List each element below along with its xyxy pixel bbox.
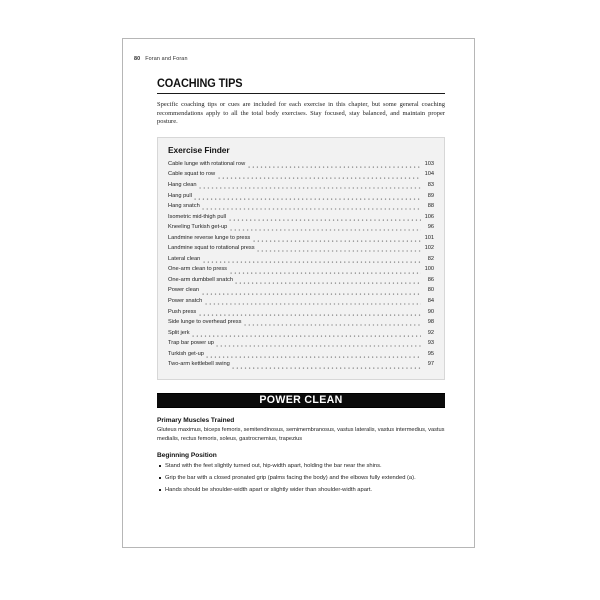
dot-leader [201,204,421,211]
beginning-position-heading: Beginning Position [157,451,217,459]
page-folio-number: 80 [134,56,141,62]
beginning-position-bullet: Stand with the feet slightly turned out, hip-width apart, holding the bar near the shins. [157,462,445,470]
document-page [122,38,475,548]
dot-leader [256,246,421,253]
exercise-finder-entry-page: 95 [427,350,434,357]
dot-leader [247,162,421,169]
beginning-position-bullet: Grip the bar with a closed pronated grip (palms facing the body) and the elbows fully extended (a). [157,474,445,482]
exercise-finder-entry[interactable] [168,233,434,244]
exercise-finder-entry-name: One-arm clean to press [168,266,227,273]
dot-leader [231,362,421,369]
exercise-finder-entry-name: Trap bar power up [168,340,214,347]
exercise-finder-entry-name: Hang clean [168,181,197,188]
exercise-finder-entry-page: 86 [427,276,434,283]
exercise-finder-entry-name: Cable squat to row [168,171,216,178]
exercise-finder-entry-name: Landmine squat to rotational press [168,245,255,252]
exercise-finder-entry[interactable] [168,191,434,202]
exercise-finder-entry-page: 82 [427,255,434,262]
dot-leader [229,225,421,232]
dot-leader [202,257,421,264]
exercise-banner [157,393,445,408]
primary-muscles-heading: Primary Muscles Trained [157,416,235,424]
exercise-finder-entry-name: Lateral clean [168,255,201,262]
dot-leader [252,236,421,243]
exercise-finder-entry-name: Hang snatch [168,203,200,210]
exercise-finder-entry-page: 92 [427,329,434,336]
dot-leader [198,183,421,190]
dot-leader [215,341,421,348]
exercise-finder-entry[interactable] [168,285,434,296]
dot-leader [205,352,421,359]
exercise-finder-entry-page: 104 [424,171,434,178]
exercise-finder-entry-name: Side lunge to overhead press [168,319,242,326]
exercise-finder-entry-page: 90 [427,308,434,315]
exercise-finder-entry-page: 83 [427,181,434,188]
exercise-finder-entry-page: 93 [427,340,434,347]
exercise-finder-entry-page: 96 [427,224,434,231]
exercise-finder-entry[interactable] [168,328,434,339]
exercise-finder-box [157,137,445,380]
exercise-finder-entry-name: Power clean [168,287,200,294]
beginning-position-bullet: Hands should be shoulder-width apart or slightly wider than shoulder-width apart. [157,486,445,494]
exercise-finder-entry-name: Cable lunge with rotational row [168,160,246,167]
exercise-finder-entry[interactable] [168,275,434,286]
exercise-finder-entry[interactable] [168,296,434,307]
beginning-position-bullet-list [157,462,445,494]
dot-leader [201,288,421,295]
exercise-finder-entry[interactable] [168,169,434,180]
exercise-finder-entry-name: Hang pull [168,192,192,199]
exercise-finder-entry-page: 98 [427,319,434,326]
exercise-banner-title: POWER CLEAN [259,394,343,407]
exercise-finder-entry[interactable] [168,180,434,191]
section-heading-rule [157,93,445,95]
exercise-finder-entry-page: 88 [427,203,434,210]
exercise-finder-entry[interactable] [168,159,434,170]
exercise-finder-entry-page: 84 [427,297,434,304]
primary-muscles-body: Gluteus maximus, biceps femoris, semitendinosus, semimembranosus, vastus lateralis, vastus intermedius, vastus medialis, rectus femoris, soleus, gastrocnemius, trapezius [157,427,445,442]
exercise-finder-entry[interactable] [168,264,434,275]
exercise-finder-entry[interactable] [168,317,434,328]
exercise-finder-entry-page: 80 [427,287,434,294]
page-content-area [123,39,475,548]
exercise-finder-entry-page: 103 [424,160,434,167]
running-head [134,56,188,62]
intro-paragraph: Specific coaching tips or cues are included for each exercise in this chapter, but some general coaching recommendations apply to all the total body exercises. Stay focused, stay balanced, and maintain proper posture. [157,101,445,126]
exercise-finder-entry[interactable] [168,201,434,212]
exercise-finder-entry-page: 106 [424,213,434,220]
exercise-finder-entry-name: Turkish get-up [168,350,204,357]
exercise-finder-entry-page: 101 [424,234,434,241]
dot-leader [228,215,422,222]
dot-leader [193,194,421,201]
dot-leader [191,331,421,338]
exercise-finder-entry-name: Split jerk [168,329,190,336]
exercise-finder-entry-page: 89 [427,192,434,199]
exercise-finder-title: Exercise Finder [168,144,230,155]
exercise-finder-entry-name: Landmine reverse lunge to press [168,234,251,241]
exercise-finder-entry-name: Push press [168,308,197,315]
exercise-finder-entry[interactable] [168,212,434,223]
text-column [157,77,445,498]
exercise-finder-entry[interactable] [168,359,434,370]
exercise-finder-entry-page: 97 [427,361,434,368]
dot-leader [198,310,421,317]
exercise-finder-entry-name: Two-arm kettlebell swing [168,361,230,368]
running-head-authors: Foran and Foran [145,56,188,62]
exercise-finder-entry-page: 100 [424,266,434,273]
exercise-finder-entry[interactable] [168,254,434,265]
exercise-finder-entry[interactable] [168,222,434,233]
exercise-finder-entry[interactable] [168,349,434,360]
exercise-finder-entry-page: 102 [424,245,434,252]
exercise-finder-entry[interactable] [168,307,434,318]
dot-leader [217,172,421,179]
dot-leader [204,299,421,306]
exercise-finder-list [168,159,434,370]
exercise-finder-entry-name: Isometric mid-thigh pull [168,213,226,220]
section-heading: COACHING TIPS [157,76,243,90]
exercise-finder-entry-name: One-arm dumbbell snatch [168,276,233,283]
dot-leader [243,320,421,327]
exercise-finder-entry[interactable] [168,338,434,349]
exercise-finder-entry[interactable] [168,243,434,254]
dot-leader [229,267,422,274]
exercise-finder-entry-name: Power snatch [168,297,203,304]
exercise-finder-entry-name: Kneeling Turkish get-up [168,224,228,231]
dot-leader [234,278,421,285]
